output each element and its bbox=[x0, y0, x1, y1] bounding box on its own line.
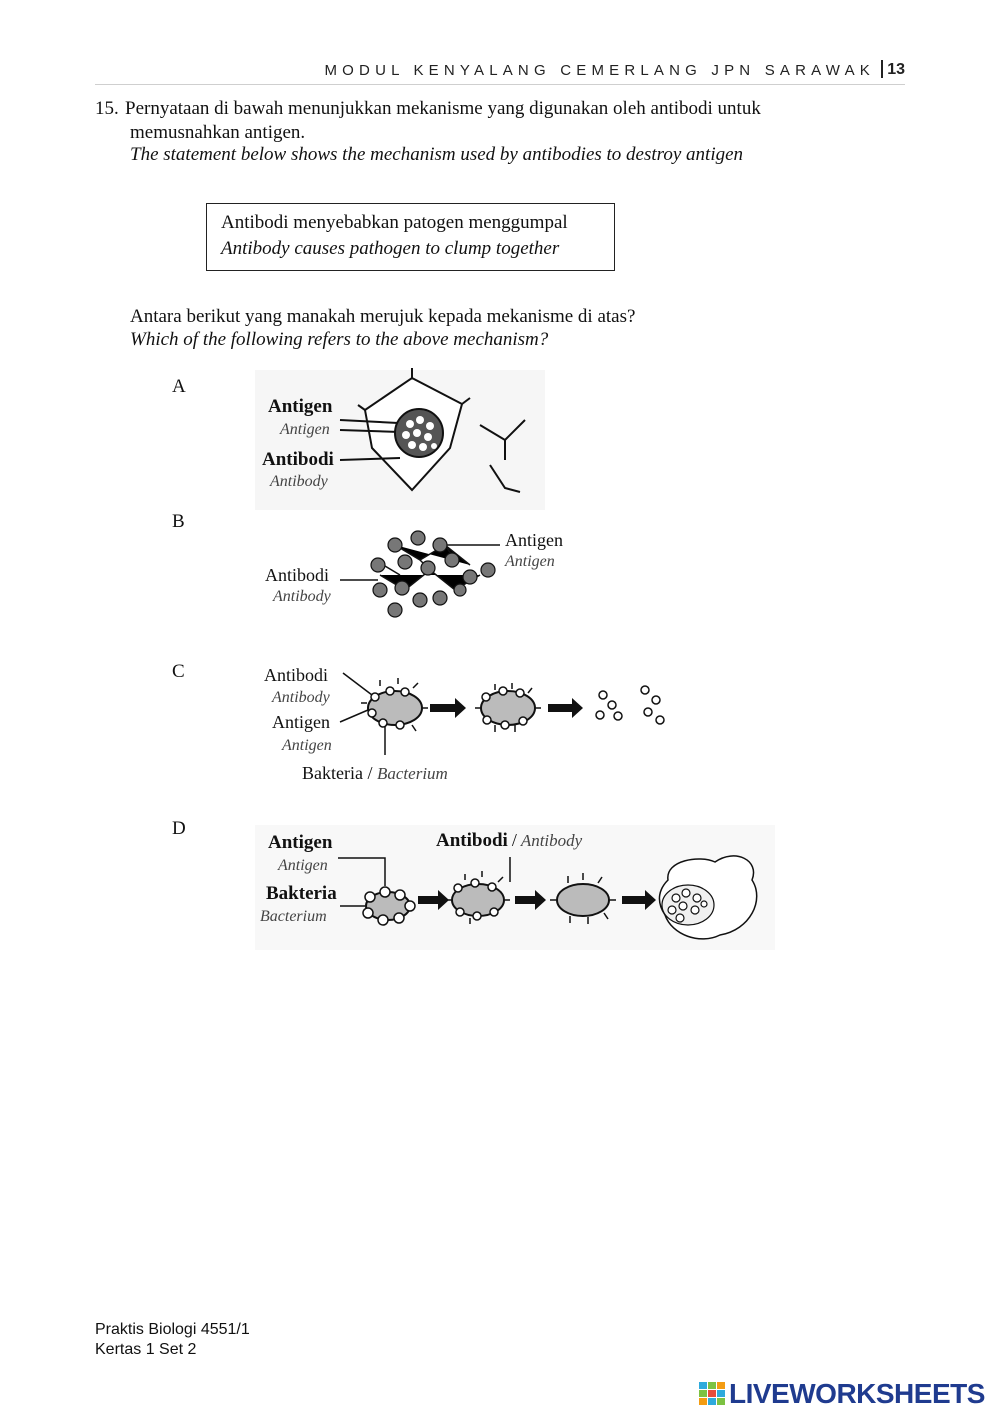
option-d-letter[interactable]: D bbox=[172, 818, 186, 839]
option-b-antigen-label: Antigen bbox=[505, 530, 563, 550]
footer bbox=[95, 1320, 250, 1360]
option-a-antigen-en: Antigen bbox=[280, 421, 330, 438]
liveworksheets-logo-text: LIVEWORKSHEETS bbox=[729, 1378, 985, 1409]
option-b-antibody-en: Antibody bbox=[273, 588, 331, 605]
statement-box bbox=[206, 203, 615, 271]
prompt-en: Which of the following refers to the above mechanism? bbox=[130, 329, 549, 350]
option-c-antigen-label: Antigen bbox=[272, 712, 330, 732]
page-number: 13 bbox=[887, 61, 905, 78]
option-c-bakteria-ms: Bakteria bbox=[302, 763, 363, 783]
liveworksheets-logo[interactable] bbox=[697, 1376, 997, 1412]
option-d-antigen-en: Antigen bbox=[278, 857, 328, 874]
option-b-antibodi-label: Antibodi bbox=[265, 565, 330, 585]
option-c-bacterium-en: Bacterium bbox=[377, 764, 448, 783]
header-title: MODUL KENYALANG CEMERLANG JPN SARAWAK bbox=[324, 62, 875, 79]
question-number: 15. bbox=[95, 98, 119, 119]
option-c-antibodi-label: Antibodi bbox=[264, 665, 329, 685]
option-b-letter[interactable]: B bbox=[172, 511, 185, 532]
option-a-antigen-label: Antigen bbox=[268, 396, 333, 417]
option-c-antibody-en: Antibody bbox=[272, 689, 330, 706]
option-a-antibodi-label: Antibodi bbox=[262, 449, 334, 470]
question-line2: memusnahkan antigen. bbox=[130, 122, 306, 143]
option-c-letter[interactable]: C bbox=[172, 661, 185, 682]
option-a-antibody-en: Antibody bbox=[270, 473, 328, 490]
liveworksheets-logo-icon bbox=[699, 1382, 725, 1406]
statement-ms: Antibodi menyebabkan patogen menggumpal bbox=[221, 212, 568, 233]
statement-en: Antibody causes pathogen to clump together bbox=[221, 238, 560, 259]
prompt-ms: Antara berikut yang manakah merujuk kepada mekanisme di atas? bbox=[130, 306, 636, 327]
option-d-antigen-label: Antigen bbox=[268, 832, 333, 853]
option-b-antigen-en: Antigen bbox=[505, 553, 555, 570]
option-d-separator: / bbox=[511, 830, 517, 850]
footer-line2: Kertas 1 Set 2 bbox=[95, 1341, 197, 1358]
option-d-bakteria-label: Bakteria bbox=[266, 883, 337, 904]
option-a-letter[interactable]: A bbox=[172, 376, 186, 397]
option-d-antibody-caption bbox=[436, 830, 582, 852]
option-c-bacterium-label bbox=[302, 763, 448, 784]
option-d-antibodi-ms: Antibodi bbox=[436, 830, 508, 851]
page-header bbox=[95, 58, 905, 85]
option-c-separator: / bbox=[367, 763, 373, 783]
header-separator bbox=[881, 60, 883, 78]
option-d-antibody-en: Antibody bbox=[520, 831, 583, 850]
footer-line1: Praktis Biologi 4551/1 bbox=[95, 1321, 250, 1338]
option-d-bacterium-en: Bacterium bbox=[260, 908, 327, 925]
question-line1: Pernyataan di bawah menunjukkan mekanisme yang digunakan oleh antibodi untuk bbox=[125, 98, 761, 119]
question-line-en: The statement below shows the mechanism used by antibodies to destroy antigen bbox=[130, 144, 744, 165]
option-c-antigen-en: Antigen bbox=[282, 737, 332, 754]
